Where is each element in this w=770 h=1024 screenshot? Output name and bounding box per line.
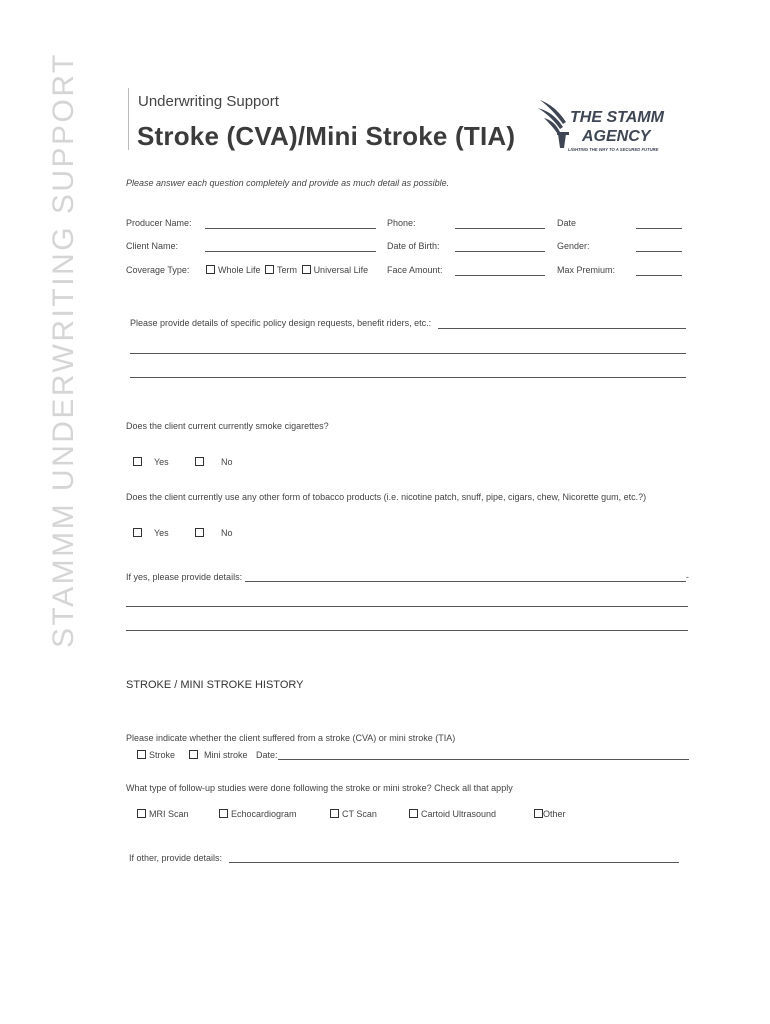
mini-stroke-checkbox[interactable] <box>189 750 198 759</box>
logo-line1: THE STAMM <box>570 109 664 126</box>
tobacco-question: Does the client currently use any other form of tobacco products (i.e. nicotine patch, snuff, pipe, cigars, chew, Nicorette gum, etc.?) <box>126 492 647 502</box>
page-title: Stroke (CVA)/Mini Stroke (TIA) <box>137 121 516 151</box>
logo-tagline: LIGHTING THE WAY TO A SECURED FUTURE <box>568 147 659 152</box>
header-eyebrow: Underwriting Support <box>138 93 279 110</box>
term-label: Term <box>277 265 298 275</box>
tobacco-yes-label: Yes <box>154 528 169 538</box>
coverage-type-label: Coverage Type: <box>126 265 190 275</box>
face-amount-label: Face Amount: <box>387 265 443 275</box>
cigarettes-yes[interactable] <box>133 457 169 467</box>
if-yes-label: If yes, please provide details: <box>126 572 243 582</box>
study-ultrasound[interactable] <box>409 809 496 819</box>
producer-name-field[interactable] <box>205 228 376 229</box>
if-other-label: If other, provide details: <box>129 853 223 863</box>
date-label: Date <box>557 218 577 228</box>
mini-stroke-option[interactable] <box>189 750 248 760</box>
tobacco-yes[interactable] <box>133 528 169 538</box>
phone-field[interactable] <box>455 228 545 229</box>
mri-checkbox[interactable] <box>137 809 146 818</box>
whole-life-checkbox[interactable] <box>206 265 215 274</box>
client-name-field[interactable] <box>205 251 376 252</box>
study-other[interactable] <box>534 809 566 819</box>
cigarettes-yes-checkbox[interactable] <box>133 457 142 466</box>
if-yes-line-2[interactable] <box>126 606 688 607</box>
max-premium-field[interactable] <box>636 275 682 276</box>
stroke-question: Please indicate whether the client suffered from a stroke (CVA) or mini stroke (TIA) <box>126 733 456 743</box>
tobacco-yes-checkbox[interactable] <box>133 528 142 537</box>
ct-label: CT Scan <box>342 809 377 819</box>
section-title: STROKE / MINI STROKE HISTORY <box>126 679 304 691</box>
policy-details-line-2[interactable] <box>130 353 686 354</box>
instructions: Please answer each question completely and provide as much detail as possible. <box>126 178 450 188</box>
other-label: Other <box>543 809 566 819</box>
phone-label: Phone: <box>387 218 416 228</box>
coverage-options <box>206 265 368 275</box>
date-field[interactable] <box>636 228 682 229</box>
mini-stroke-label: Mini stroke <box>204 750 248 760</box>
mri-label: MRI Scan <box>149 809 189 819</box>
producer-name-label: Producer Name: <box>126 218 192 228</box>
universal-life-label: Universal Life <box>313 265 369 275</box>
logo-line2: AGENCY <box>582 128 651 145</box>
stroke-checkbox[interactable] <box>137 750 146 759</box>
if-yes-line-1[interactable] <box>245 581 686 582</box>
agency-logo <box>536 96 676 156</box>
studies-question: What type of follow-up studies were done following the stroke or mini stroke? Check all that apply <box>126 783 513 793</box>
cigarettes-yes-label: Yes <box>154 457 169 467</box>
face-amount-field[interactable] <box>455 275 545 276</box>
echo-checkbox[interactable] <box>219 809 228 818</box>
dob-field[interactable] <box>455 251 545 252</box>
whole-life-label: Whole Life <box>218 265 261 275</box>
other-checkbox[interactable] <box>534 809 543 818</box>
tobacco-no-label: No <box>221 528 233 538</box>
cigarettes-question: Does the client current currently smoke cigarettes? <box>126 421 329 431</box>
gender-label: Gender: <box>557 241 590 251</box>
policy-details-line-3[interactable] <box>130 377 686 378</box>
stroke-date-label: Date: <box>256 750 278 760</box>
side-watermark: STAMMM UNDERWRITING SUPPORT <box>47 52 80 648</box>
stroke-label: Stroke <box>149 750 176 760</box>
policy-details-label: Please provide details of specific policy design requests, benefit riders, etc.: <box>130 318 432 328</box>
client-name-label: Client Name: <box>126 241 179 251</box>
study-echo[interactable] <box>219 809 297 819</box>
universal-life-checkbox[interactable] <box>302 265 311 274</box>
gender-field[interactable] <box>636 251 682 252</box>
tobacco-no-checkbox[interactable] <box>195 528 204 537</box>
stroke-option[interactable] <box>137 750 175 760</box>
cigarettes-no-label: No <box>221 457 233 467</box>
if-yes-trailing: - <box>686 572 689 582</box>
header-divider <box>128 88 129 150</box>
study-ct[interactable] <box>330 809 377 819</box>
policy-details-line-1[interactable] <box>438 328 686 329</box>
if-yes-line-3[interactable] <box>126 630 688 631</box>
ultrasound-label: Cartoid Ultrasound <box>421 809 497 819</box>
term-checkbox[interactable] <box>265 265 274 274</box>
ct-checkbox[interactable] <box>330 809 339 818</box>
ultrasound-checkbox[interactable] <box>409 809 418 818</box>
echo-label: Echocardiogram <box>231 809 297 819</box>
stroke-date-field[interactable] <box>278 759 689 760</box>
tobacco-no[interactable] <box>195 528 233 538</box>
cigarettes-no[interactable] <box>195 457 233 467</box>
max-premium-label: Max Premium: <box>557 265 616 275</box>
dob-label: Date of Birth: <box>387 241 440 251</box>
cigarettes-no-checkbox[interactable] <box>195 457 204 466</box>
if-other-field[interactable] <box>229 862 679 863</box>
study-mri[interactable] <box>137 809 189 819</box>
